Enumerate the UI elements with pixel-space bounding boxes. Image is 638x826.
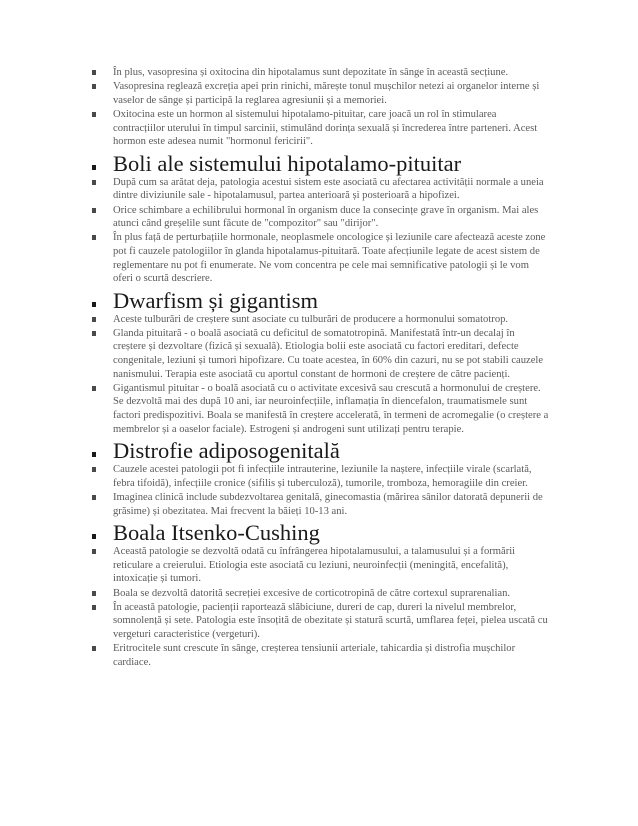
section-heading — [0, 520, 638, 545]
bullet-text: Oxitocina este un hormon al sistemului hipotalamo-pituitar, care joacă un rol în stimularea contracțiilor uterului în timpul sarcinii, stimulând dorința sexuală și încrederea între parteneri. Acest hormon este adesea numit "hormonul fericirii". — [113, 108, 538, 148]
bullet-text: În această patologie, pacienții raportează slăbiciune, dureri de cap, dureri la nivelul membrelor, somnolență și sete. Patologia este însoțită de obezitate și statură scurtă, umflarea feței, pielea uscată cu vergeturi caracteristice (vergeturi). — [113, 601, 548, 640]
bullet-text: Vasopresina reglează excreția apei prin rinichi, mărește tonul mușchilor netezi ai organelor interne și vaselor de sânge și participă la reglarea agresiunii și a memoriei. — [113, 81, 540, 106]
bullet-text: Boala se dezvoltă datorită secreției excesive de corticotropină de către cortexul suprarenalian. — [113, 587, 511, 599]
bullet-item — [0, 601, 638, 642]
bullet-text: Această patologie se dezvoltă odată cu înfrângerea hipotalamusului, a talamusului și a formării reticulare a creierului. Etiologia este asociată cu leziuni, neuroinfecții (meningită, encefalită), intoxicație și tumori. — [113, 546, 516, 585]
bullet-item — [0, 491, 638, 518]
section-heading — [0, 151, 638, 176]
bullet-text: Eritrocitele sunt crescute în sânge, creșterea tensiunii arteriale, tahicardia și distrofia mușchilor cardiace. — [113, 643, 516, 668]
bullet-item — [0, 327, 638, 381]
bullet-marker-icon — [92, 549, 96, 554]
bullet-marker-icon — [92, 646, 96, 651]
bullet-marker-icon — [92, 208, 96, 213]
heading-text: Boli ale sistemului hipotalamo-pituitar — [113, 150, 462, 176]
section-dwarfism-gigantism — [0, 288, 638, 437]
bullet-marker-icon — [92, 467, 96, 472]
bullet-marker-icon — [92, 495, 96, 500]
bullet-marker-icon — [92, 317, 96, 322]
bullet-item — [0, 204, 638, 231]
bullet-item — [0, 313, 638, 327]
section-heading — [0, 288, 638, 313]
section-hypothalamic-diseases — [0, 151, 638, 286]
bullet-text: După cum sa arătat deja, patologia acestui sistem este asociată cu afectarea activității normale a uneia dintre diviziunile sale - hipotalamusul, partea anterioară și posterioară a hipofizei. — [113, 176, 544, 202]
bullet-text: În plus, vasopresina și oxitocina din hipotalamus sunt depozitate în sânge în această secțiune. — [113, 67, 509, 78]
bullet-marker-icon — [92, 452, 96, 457]
bullet-item — [0, 642, 638, 669]
bullet-text: Aceste tulburări de creștere sunt asociate cu tulburări de producere a hormonului somatotrop. — [113, 313, 509, 325]
bullet-marker-icon — [92, 165, 96, 170]
bullet-item — [0, 587, 638, 601]
bullet-marker-icon — [92, 180, 96, 185]
bullet-marker-icon — [92, 70, 96, 75]
bullet-marker-icon — [92, 302, 96, 307]
bullet-item — [0, 176, 638, 203]
bullet-item — [0, 545, 638, 586]
bullet-marker-icon — [92, 605, 96, 610]
heading-text: Boala Itsenko-Cushing — [113, 520, 320, 546]
section-heading — [0, 438, 638, 463]
bullet-text: Imaginea clinică include subdezvoltarea genitală, ginecomastia (mărirea sânilor datorată depunerii de grăsime) și obezitatea. Mai frecvent la băieți 10-13 ani. — [113, 492, 543, 517]
bullet-text: În plus față de perturbațiile hormonale, neoplasmele oncologice și leziunile care afectează aceste zone pot fi cauzele patologiilor în glanda hipotalamus-pituitară. Toate afecțiunile legate de acest sistem de reglementare nu pot fi enumerate. Ne vom concentra pe cele mai semnificative patologii și le vom oferi o scurtă descriere. — [113, 232, 546, 285]
bullet-item — [0, 80, 638, 107]
bullet-text: Glanda pituitară - o boală asociată cu deficitul de somatotropină. Manifestată într-un decalaj în creștere și dezvoltare (fizică și sexuală). Etiologia bolii este asociată cu factori ereditari, defecte congenitale, leziuni și tumori hipofizare. Cu toate acestea, în 60% din cazuri, nu se pot stabili cauzele nanismului. Terapia este asociată cu aportul constant de hormoni de creștere de către pacienți. — [113, 327, 544, 380]
bullet-item — [0, 108, 638, 149]
bullet-marker-icon — [92, 331, 96, 336]
section-adiposogenital-dystrophy — [0, 438, 638, 518]
bullet-item — [0, 463, 638, 490]
bullet-marker-icon — [92, 84, 96, 89]
section-itsenko-cushing — [0, 520, 638, 669]
bullet-item — [0, 231, 638, 285]
bullet-marker-icon — [92, 591, 96, 596]
heading-text: Dwarfism și gigantism — [113, 287, 318, 313]
bullet-marker-icon — [92, 112, 96, 117]
bullet-item — [0, 66, 638, 80]
heading-text: Distrofie adiposogenitală — [113, 438, 340, 464]
section-intro — [0, 66, 638, 149]
bullet-marker-icon — [92, 534, 96, 539]
bullet-text: Orice schimbare a echilibrului hormonal în organism duce la consecințe grave în organism. Mai ales atunci când greșelile sunt făcute de "compozitor" sau "dirijor". — [113, 204, 539, 230]
bullet-marker-icon — [92, 386, 96, 391]
bullet-marker-icon — [92, 235, 96, 240]
bullet-text: Cauzele acestei patologii pot fi infecțiile intrauterine, leziunile la naștere, infecțiile virale (scarlată, febra tifoidă), infecțiile cronice (sifilis și tuberculoză), tumorile, tromboza, hemoragiile din creier. — [113, 464, 532, 489]
bullet-item — [0, 382, 638, 436]
document-body — [0, 66, 638, 670]
bullet-text: Gigantismul pituitar - o boală asociată cu o activitate excesivă sau crescută a hormonului de creștere. Se dezvoltă mai des după 10 ani, iar neuroinfecțiile, inflamația în diencefalon, traumatismele sunt factori predispozitivi. Boala se manifestă în creștere accelerată, în termeni de acromegalie (o creștere a membrelor și a oaselor faciale). Estrogeni și androgeni sunt utilizați pentru terapie. — [113, 382, 549, 435]
